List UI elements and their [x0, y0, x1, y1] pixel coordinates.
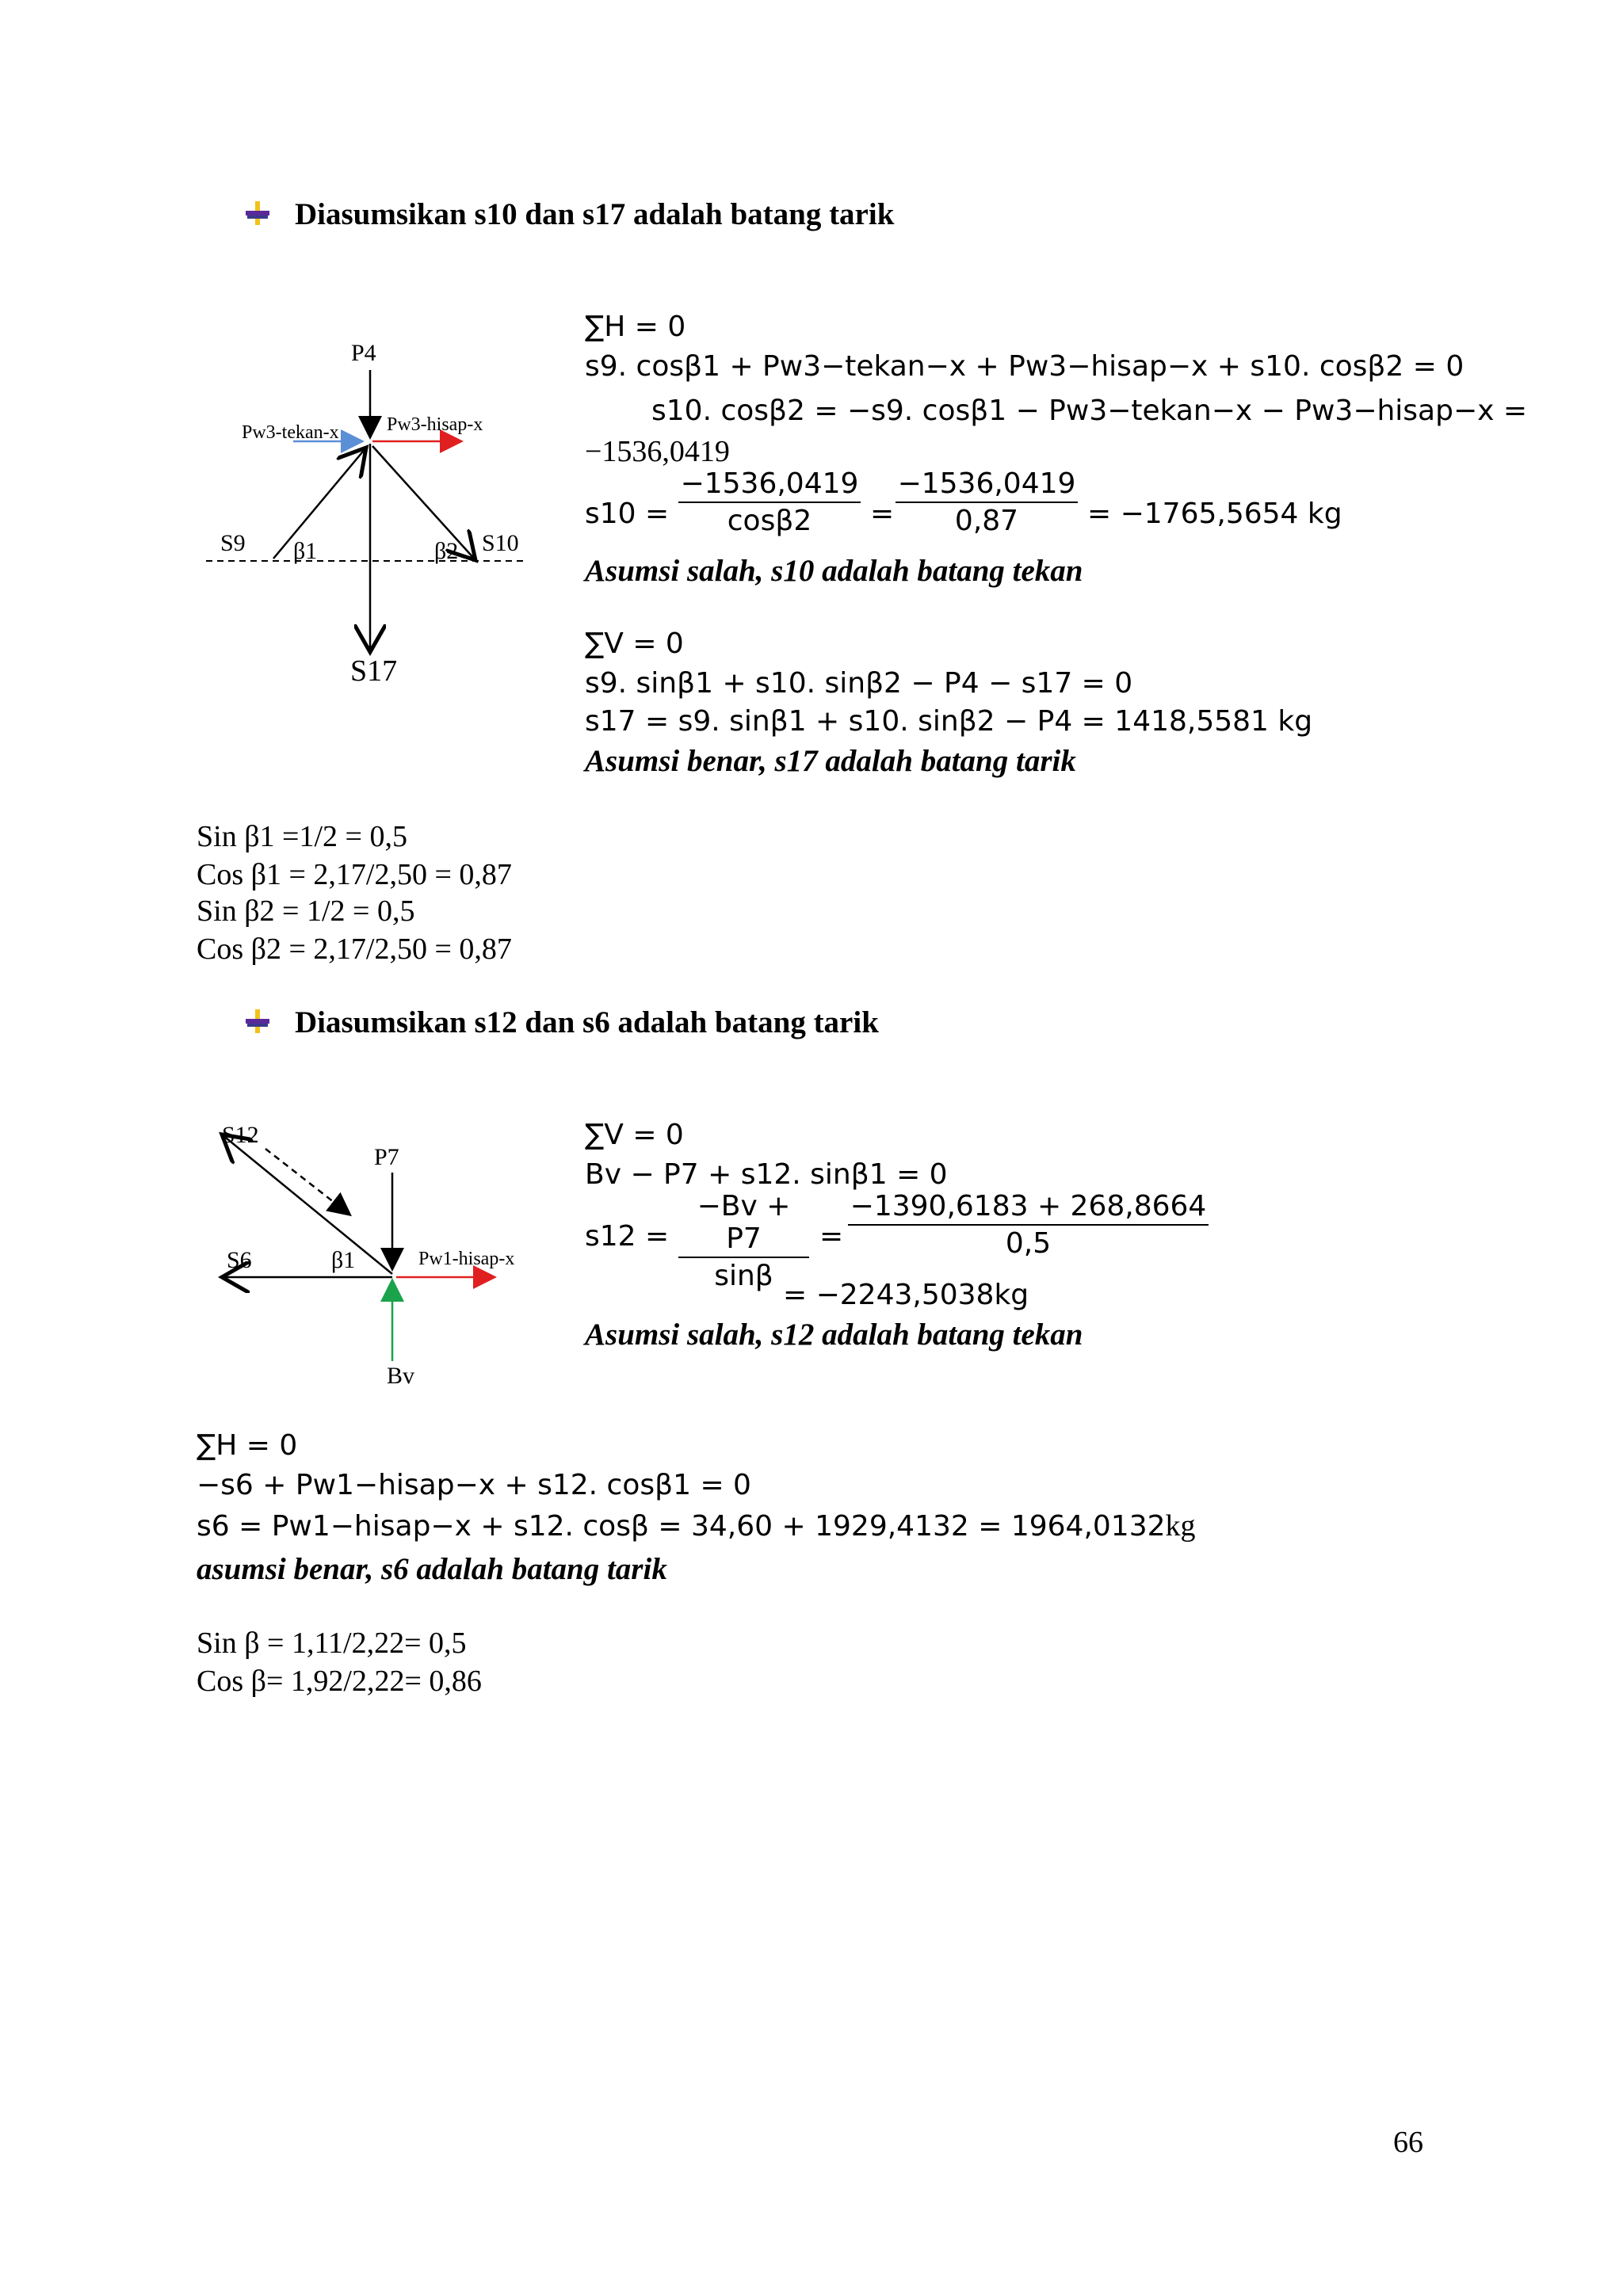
eq3-sumH: ∑H = 0 — [197, 1429, 298, 1462]
eq1-frac2 — [896, 467, 1078, 537]
trig1-line3: Cos β2 = 2,17/2,50 = 0,87 — [197, 933, 512, 966]
eq3-line2-unit: kg — [1165, 1509, 1196, 1543]
eq3-line2 — [197, 1508, 1196, 1543]
trig1-line2: Sin β2 = 1/2 = 0,5 — [197, 894, 415, 928]
pw1-hisap-label: Pw1-hisap-x — [418, 1249, 515, 1269]
s9-label: S9 — [220, 530, 246, 556]
eq1-frac1-den: cosβ2 — [727, 505, 812, 537]
eq1-frac2-num: −1536,0419 — [897, 467, 1076, 500]
bullet-icon — [244, 1008, 271, 1035]
bullet-icon — [244, 200, 271, 227]
eq2-frac1 — [678, 1190, 809, 1292]
eq2-line1: Bv − P7 + s12. sinβ1 = 0 — [585, 1158, 948, 1191]
eq1-conclusion2: Asumsi benar, s17 adalah batang tarik — [585, 744, 1076, 778]
eq3-line1: −s6 + Pw1−hisap−x + s12. cosβ1 = 0 — [197, 1469, 751, 1501]
eq2-frac1-den: sinβ — [714, 1260, 773, 1292]
eq2-s12-lhs: s12 = — [585, 1220, 670, 1253]
trig2-line1: Cos β= 1,92/2,22= 0,86 — [197, 1665, 482, 1698]
beta2-label: β2 — [434, 538, 459, 564]
p7-label: P7 — [374, 1144, 399, 1170]
eq2-frac2-den: 0,5 — [1005, 1227, 1052, 1260]
eq1-line2: s10. cosβ2 = −s9. cosβ1 − Pw3−tekan−x − Pw3−hisap−x = — [651, 395, 1528, 427]
pw3-hisap-label: Pw3-hisap-x — [387, 414, 483, 435]
s10-member — [372, 446, 475, 560]
eq1-eq-sign: = — [870, 498, 895, 530]
bv-label: Bv — [387, 1363, 415, 1386]
section2-heading-text: Diasumsikan s12 dan s6 adalah batang tarik — [295, 1005, 879, 1039]
eq1-line5: s17 = s9. sinβ1 + s10. sinβ2 − P4 = 1418,5581 kg — [585, 705, 1313, 738]
eq1-frac2-den: 0,87 — [954, 505, 1019, 537]
trig1-line1: Cos β1 = 2,17/2,50 = 0,87 — [197, 858, 512, 891]
eq1-s10-result: = −1765,5654 kg — [1087, 498, 1342, 530]
s17-diagram-label: S17 — [350, 654, 398, 688]
eq2-eq-sign: = — [819, 1220, 844, 1253]
trig2-line0: Sin β = 1,11/2,22= 0,5 — [197, 1627, 467, 1660]
eq2-conclusion: Asumsi salah, s12 adalah batang tekan — [585, 1318, 1083, 1352]
eq2-frac1-num: −Bv + P7 — [697, 1190, 791, 1255]
eq2-frac2-num: −1390,6183 + 268,8664 — [850, 1190, 1207, 1222]
s6-label: S6 — [227, 1247, 252, 1273]
p4-label: P4 — [351, 340, 376, 366]
section1-heading-text: Diasumsikan s10 dan s17 adalah batang tarik — [295, 197, 895, 231]
eq1-s10-lhs: s10 = — [585, 498, 670, 530]
eq3-line2-math: s6 = Pw1−hisap−x + s12. cosβ = 34,60 + 1929,4132 = 1964,0132 — [197, 1510, 1166, 1543]
eq1-sumH: ∑H = 0 — [585, 311, 686, 343]
eq1-line4: s9. sinβ1 + s10. sinβ2 − P4 − s17 = 0 — [585, 667, 1133, 700]
eq1-line1: s9. cosβ1 + Pw3−tekan−x + Pw3−hisap−x + s10. cosβ2 = 0 — [585, 350, 1465, 383]
page-number: 66 — [1393, 2126, 1423, 2159]
eq1-sumV: ∑V = 0 — [585, 627, 684, 660]
eq1-frac1-num: −1536,0419 — [680, 467, 859, 500]
eq3-conclusion: asumsi benar, s6 adalah batang tarik — [197, 1552, 667, 1586]
beta1-label: β1 — [331, 1247, 356, 1273]
force-diagram-s10-s17 — [198, 337, 531, 669]
s9-member — [273, 448, 366, 559]
eq1-line3: −1536,0419 — [585, 435, 730, 468]
force-diagram-s12-s6 — [198, 1125, 531, 1386]
s12-label: S12 — [222, 1125, 259, 1148]
eq2-frac2 — [848, 1190, 1209, 1260]
eq2-result: = −2243,5038kg — [783, 1279, 1029, 1311]
eq1-frac1 — [678, 467, 861, 537]
s10-label: S10 — [482, 530, 519, 556]
pw3-tekan-label: Pw3-tekan-x — [242, 422, 339, 443]
beta1-label: β1 — [293, 538, 318, 564]
trig1-line0: Sin β1 =1/2 = 0,5 — [197, 820, 407, 853]
eq1-conclusion1: Asumsi salah, s10 adalah batang tekan — [585, 554, 1083, 588]
eq2-sumV: ∑V = 0 — [585, 1119, 684, 1151]
